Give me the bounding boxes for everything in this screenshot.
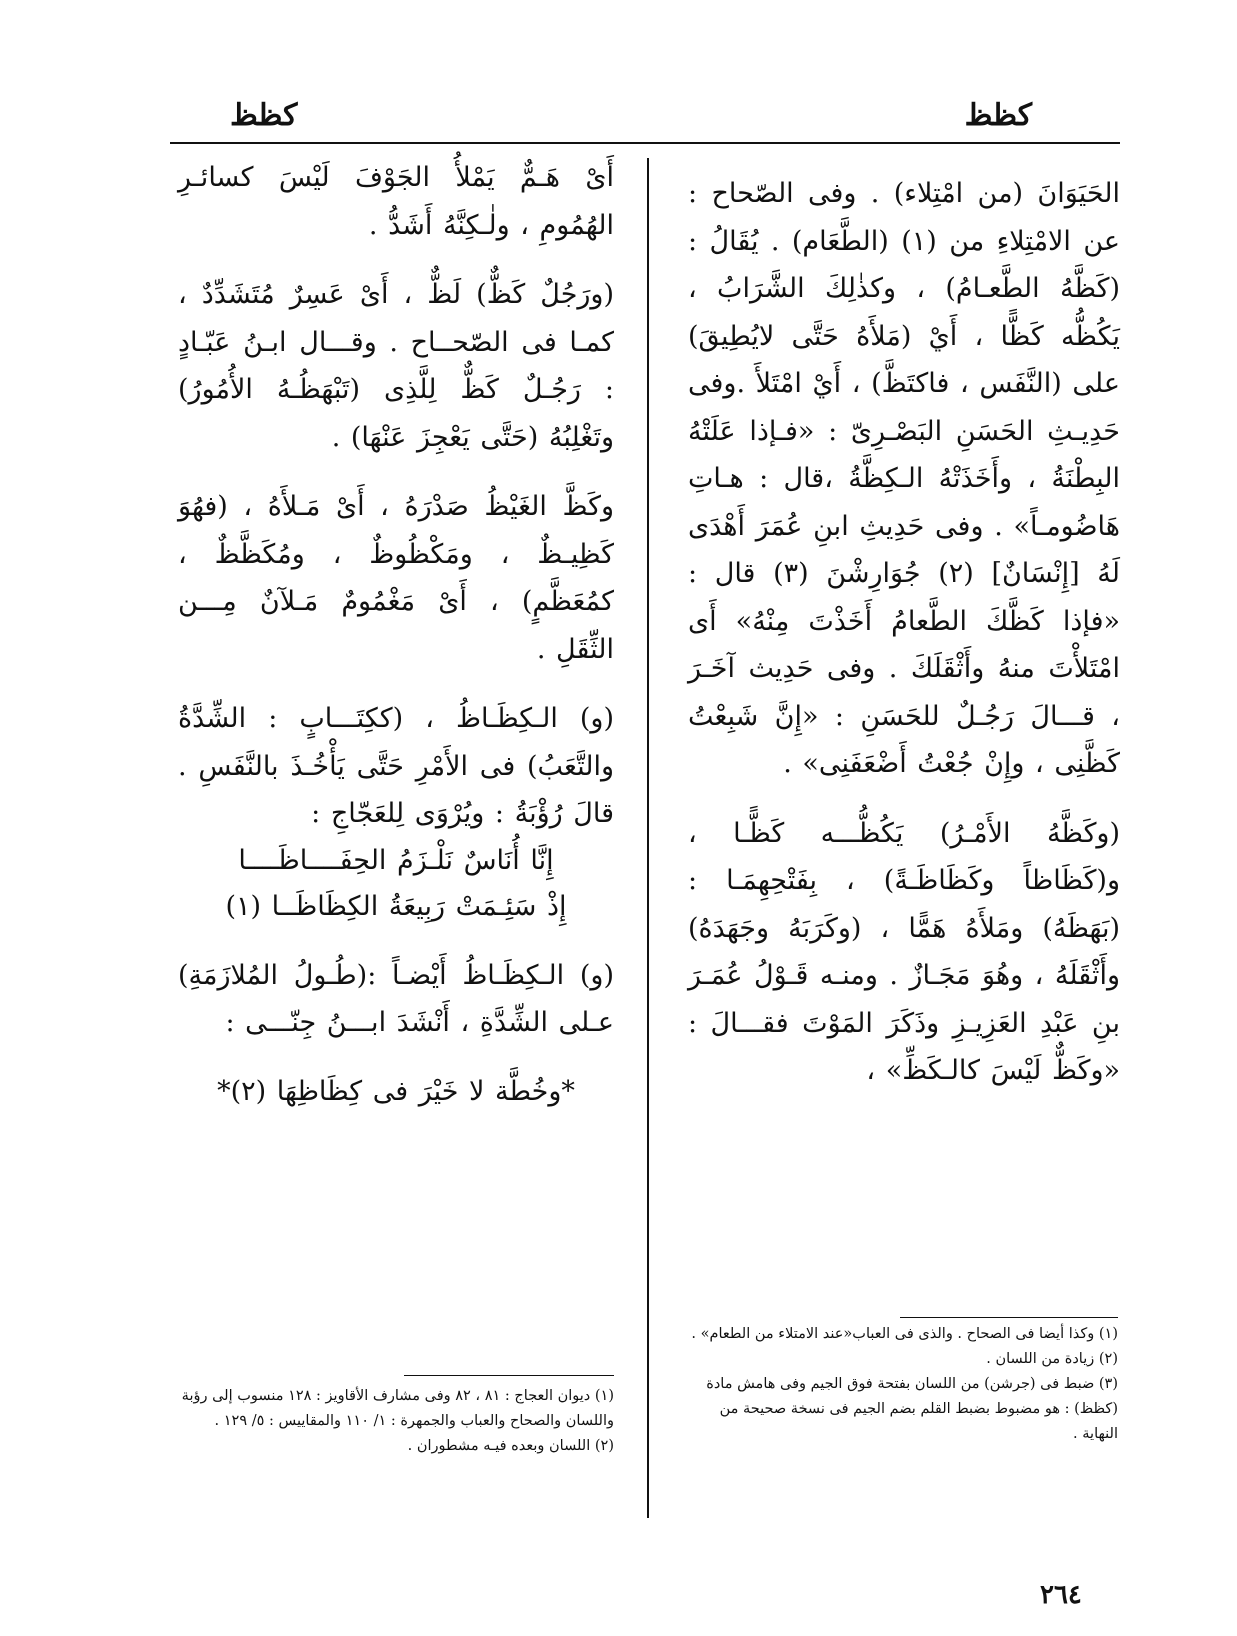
footnote-right-2: (٢) زيادة من اللسان . [986, 1351, 1118, 1367]
right-column [688, 170, 1120, 1095]
footnote-right-1: (١) وكذا أيضا فى الصحاح . والذى فى العباب«عند الامتلاء من الطعام» . [691, 1326, 1118, 1342]
header-root-word-left: كظظ [230, 98, 298, 133]
column-divider [647, 158, 649, 1518]
header-rule [170, 142, 1120, 144]
right-paragraph-2: (وكَظَّهُ الأَمْـرُ) يَكُظُّـــه كَظًّـا ، و(كَظَاظاً وكَظَاظَـةً) ، بِفَتْحِهِمَـا : (بَهَظَهُ) ومَلأَهُ هَمًّا ، (وكَرَبَهُ وجَهَدَهُ) وأَثْقَلَهُ ، وهُوَ مَجَـازٌ . ومنـه قَـوْلُ عُمَـرَ بنِ عَبْدِ العَزِيـزِ وذَكَرَ المَوْتَ فقـــالَ : «وكَظٌّ لَيْسَ كالـكَظِّ» ، [688, 817, 1120, 1086]
verse-line-3: *وخُطَّة لا خَيْرَ فى كِظَاظِهَا (٢)* [217, 1075, 575, 1107]
verse-line-2: إِذْ سَئِـمَتْ رَبِيعَةُ الكِظَاظَــا (١) [225, 890, 567, 922]
footnote-left-2: (٢) اللسان وبعده فيـه مشطوران . [407, 1438, 614, 1454]
footnote-left-1: (١) ديوان العجاج : ٨١ ، ٨٢ وفى مشارف الأقاويز : ١٢٨ منسوب إلى رؤبة واللسان والصحاح والعباب والجمهرة : ١/ ١١٠ والمقاييس : ٥/ ١٢٩ . [181, 1388, 614, 1429]
left-paragraph-5: (و) الـكِظَـاظُ أَيْضـاً :(طُـولُ المُلازَمَةِ) عـلى الشِّدَّةِ ، أَنْشَدَ ابـــنُ جِنّـــى : [178, 959, 614, 1038]
right-paragraph-1: الحَيَوَانَ (من امْتِلاء) . وفى الصّحاح : عن الامْتِلاءِ من (١) (الطَّعَام) . يُقَالُ : (كَظَّهُ الطَّعـامُ) ، وكذٰلِكَ الشَّرَابُ ، يَكُظُّه كَظًّا ، أَيْ (مَلأَهُ حَتَّى لايُطِيقَ) على (النَّفَس ، فاكتَظَّ) ، أَيْ امْتَلأَ .وفى حَدِيـثِ الحَسَنِ البَصْـرِىّ : «فـإذا عَلَتْهُ البِطْنَةُ ، وأَخَذَتْهُ الـكِظَّةُ ،قال : هـاتِ هَاضُومـاً» . وفى حَدِيثِ ابنِ عُمَرَ أَهْدَى لَهُ [إِنْسَانٌ] (٢) جُوَارِشْنَ (٣) قال : «فإذا كَظَّكَ الطَّعامُ أَخَذْتَ مِنْهُ» أَى امْتَلأْتَ منهُ وأَثْقَلَكَ . وفى حَدِيث آخَـرَ ، قـــالَ رَجُـلٌ للحَسَنِ : «إِنَّ شَبِعْتُ كَظَّنِى ، وإِنْ جُعْتُ أَضْعَفَنِى» . [688, 178, 1120, 779]
verse-line-1: إِنَّا أُنَاسٌ نَلْـزَمُ الحِفَــــاظَــــا [238, 844, 554, 876]
footnote-right-3: (٣) ضبط فى (جرشن) من اللسان بفتحة فوق الجيم وفى هامش مادة (كظظ) : هو مضبوط بضبط القلم بضم الجيم فى نسخة صحيحة من النهاية . [706, 1376, 1118, 1442]
left-paragraph-1: أَىْ هَـمٌّ يَمْلأُ الجَوْفَ لَيْسَ كسائـرِ الهُمُومِ ، ولٰـكِنَّهُ أَشَدُّ . [178, 162, 614, 241]
footnote-rule-right [900, 1317, 1118, 1318]
footnotes-left [178, 1384, 614, 1459]
footnote-rule-left [404, 1375, 614, 1376]
footnotes-right [690, 1322, 1118, 1447]
left-paragraph-3: وكَظَّ الغَيْظُ صَدْرَهُ ، أَىْ مَـلأَهُ ، (فهُوَ كَظِيـظٌ ، ومَكْظُوظٌ ، ومُكَظَّظٌ ، كمُعَظَّمٍ) ، أَىْ مَغْمُومٌ مَـلآنٌ مِـــن الثِّقَلِ . [178, 491, 614, 665]
left-column [178, 154, 614, 1115]
header-root-word-right: كظظ [964, 98, 1032, 133]
left-paragraph-2: (ورَجُلٌ كَظٌّ) لَظٌّ ، أَىْ عَسِرٌ مُتَشَدِّدٌ ، كمـا فى الصّحــاح . وقـــال ابـنُ عَبّـادٍ : رَجُـلٌ كَظٌّ لِلَّذِى (تَبْهَظُـهُ الأُمُورُ) وتَغْلِبُهُ (حَتَّى يَعْجِزَ عَنْهَا) . [178, 279, 614, 453]
page-number: ٢٦٤ [1040, 1580, 1082, 1610]
left-paragraph-4: (و) الـكِظَـاظُ ، (ككِتَـــابٍ : الشِّدَّةُ والتَّعَبُ) فى الأَمْرِ حَتَّى يَأْخُـذَ بالنَّفَسِ . قالَ رُؤْبَةُ : ويُرْوَى لِلعَجّاجِ : [178, 703, 614, 829]
